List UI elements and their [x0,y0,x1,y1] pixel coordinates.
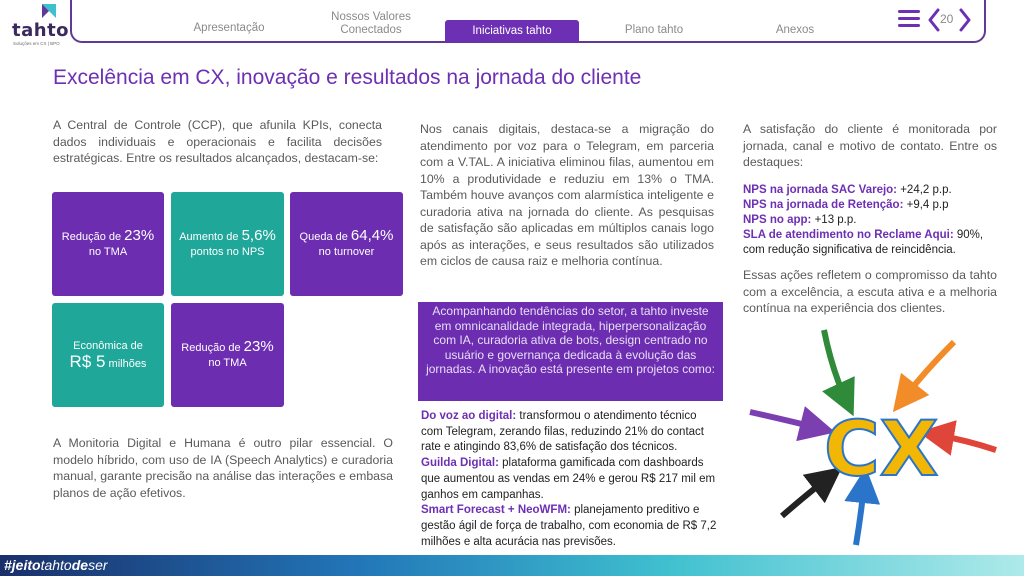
ccp-intro-text: A Central de Controle (CCP), que afunila KPIs, conecta dados individuais e operacionais e facilita decisões estratégicas. Entre os resultados alcançados, destacam-se: [53,118,382,165]
kpi-tile-turnover: Queda de 64,4% no turnover [290,192,403,296]
arrow-green [824,330,846,400]
tab-nossos-valores[interactable]: Nossos Valores Conectados [331,11,411,36]
satisfaction-highlights [743,183,1005,258]
arrow-red [936,435,996,450]
page-number: 20 [940,12,954,26]
kpi-tile-nps: Aumento de 5,6% pontos no NPS [171,192,284,296]
monitoria-text: A Monitoria Digital e Humana é outro pilar essencial. O modelo híbrido, com uso de IA (Speech Analytics) e curadoria manual, garante precisão na análise das interações e embasa planos de ação efetivos. [53,436,393,500]
chevron-right-icon[interactable] [959,8,971,32]
logo-subtitle: Soluções em CX | BPO [13,41,60,46]
chevron-left-icon[interactable] [928,8,940,32]
digital-channels-text: Nos canais digitais, destaca-se a migração do atendimento por voz para o Telegram, em parceria com a V.TAL. A iniciativa eliminou filas, aumentou em 10% a produtividade e reduziu em 13% o TMA. Também houve avanços com alarmística inteligente e curadoria ativa na jornada do cliente. As pesquisas de satisfação são aplicadas em múltiplos canais logo após as interações, e seus resultados são utilizados em ciclos de causa raiz e melhoria contínua. [420,122,714,268]
innovation-callout: Acompanhando tendências do setor, a tahto investe em omnicanalidade integrada, hiperpersonalização com IA, curadoria ativa de bots, design centrado no usuário e governança dedicada à evolução das jornadas. A inovação está presente em projetos como: [418,302,723,401]
project-item: Do voz ao digital: transformou o atendimento técnico com Telegram, zerando filas, reduzindo 21% do contact rate e atingindo 83,6% de satisfação dos técnicos. [421,410,704,454]
highlight-item: SLA de atendimento no Reclame Aqui: 90%, com redução significativa de reincidência. [743,229,984,256]
kpi-tile-economia: Econômica de R$ 5 milhões [52,303,164,407]
project-item: Guilda Digital: plataforma gamificada com dashboards que aumentou as vendas em 24% e gerou R$ 217 mil em ganhos em campanhas. [421,457,716,501]
arrow-black [782,478,828,516]
tab-anexos[interactable]: Anexos [775,24,815,36]
tab-iniciativas-tahto[interactable]: Iniciativas tahto [445,20,579,42]
cx-illustration [746,320,1002,550]
arrow-orange [904,342,954,398]
tahto-logo [12,4,68,46]
page-title: Excelência em CX, inovação e resultados na jornada do cliente [53,66,642,89]
footer-hashtag: #jeitotahtodeser [4,557,108,573]
tab-plano-tahto[interactable]: Plano tahto [624,24,684,36]
highlight-item: NPS no app: +13 p.p. [743,214,857,226]
highlight-item: NPS na jornada SAC Varejo: +24,2 p.p. [743,184,952,196]
page-pager [928,7,972,33]
closing-text: Essas ações refletem o compromisso da tahto com a excelência, a escuta ativa e a melhoria contínua na experiência dos clientes. [743,268,997,315]
logo-wordmark: tahto [12,20,70,41]
kpi-tile-tma-2: Redução de 23% no TMA [171,303,284,407]
cx-text: CX [824,404,939,493]
arrow-blue [856,485,864,545]
hamburger-menu-icon[interactable] [898,10,920,30]
satisfaction-intro: A satisfação do cliente é monitorada por jornada, canal e motivo de contato. Entre os destaques: [743,122,997,169]
highlight-item: NPS na jornada de Retenção: +9,4 p.p [743,199,949,211]
tab-apresentacao[interactable]: Apresentação [193,22,265,34]
arrow-purple [750,412,818,428]
project-item: Smart Forecast + NeoWFM: planejamento preditivo e gestão ágil de força de trabalho, com economia de R$ 7,2 milhões e alta acurácia nas previsões. [421,504,717,548]
kpi-tile-tma: Redução de 23% no TMA [52,192,164,296]
logo-mark-icon [42,4,56,18]
footer-bar [0,555,1024,576]
innovation-projects [421,409,717,550]
